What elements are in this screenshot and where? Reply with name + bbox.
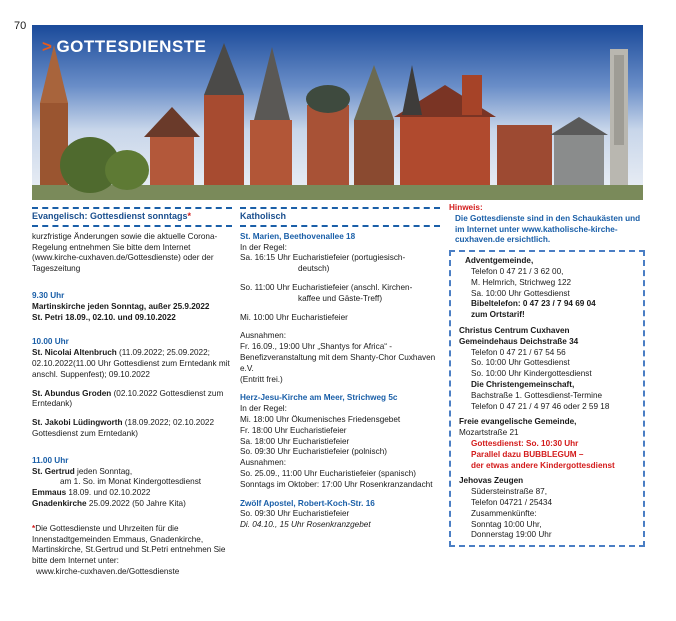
marien-sa-2: deutsch) — [298, 264, 330, 274]
katholisch-heading: Katholisch — [240, 207, 440, 227]
marien-so-2: kaffee und Gäste-Treff) — [298, 293, 383, 303]
gnadenkirche: Gnadenkirche 25.09.2022 (50 Jahre Kita) — [32, 498, 186, 508]
advent-sa: Sa. 10:00 Uhr Gottesdienst — [471, 288, 570, 298]
herz-regel: In der Regel: — [240, 404, 287, 414]
banner-title: > GOTTESDIENSTE — [42, 37, 207, 56]
st-gertrud: St. Gertrud jeden Sonntag, — [32, 466, 133, 476]
st-petri: St. Petri 18.09., 02.10. und 09.10.2022 — [32, 312, 176, 322]
banner — [32, 25, 643, 200]
footnote: *Die Gottesdienste und Uhrzeiten für die Innenstadtgemeinden Emmaus, Gnadenkirche, Martinskirche, St.Gertrud und St.Petri entnehmen Sie bitte dem Internet unter: — [32, 523, 226, 566]
herz-oktober: Sonntags im Oktober: 17:00 Uhr Rosenkranzandacht — [240, 479, 433, 489]
evangelisch-column — [32, 207, 232, 578]
evangelisch-heading: Evangelisch: Gottesdienst sonntags* — [32, 207, 232, 227]
advent-bibel: Bibeltelefon: 0 47 23 / 7 94 69 04 — [471, 299, 596, 309]
christus-tel: Telefon 0 47 21 / 67 54 56 — [471, 347, 566, 357]
herz-jesu-title: Herz-Jesu-Kirche am Meer, Strichweg 5c — [240, 393, 398, 403]
herz-so: So. 09:30 Uhr Eucharistiefeier (polnisch) — [240, 447, 387, 457]
zwoelf-di: Di. 04.10., 15 Uhr Rosenkranzgebet — [240, 520, 371, 530]
jehova-tel: Telefon 04721 / 25434 — [471, 497, 553, 507]
marien-so: So. 11:00 Uhr Eucharistiefeier (anschl. Kirchen- — [240, 282, 413, 292]
time-1100: 11.00 Uhr — [32, 455, 69, 465]
zwoelf-apostel-title: Zwölf Apostel, Robert-Koch-Str. 16 — [240, 498, 375, 508]
zwoelf-so: So. 09:30 Uhr Eucharistiefeier — [240, 509, 350, 519]
advent-tarif: zum Ortstarif! — [471, 310, 525, 320]
footnote-url: www.kirche-cuxhaven.de/Gottesdienste — [36, 566, 180, 576]
jehova-addr: Südersteinstraße 87, — [471, 487, 548, 497]
st-jakobi: St. Jakobi Lüdingworth (18.09.2022; 02.10.2022 Gottesdienst zum Erntedank) — [32, 418, 215, 438]
marien-regel: In der Regel: — [240, 242, 287, 252]
time-930: 9.30 Uhr — [32, 290, 65, 300]
christus-so1: So. 10:00 Uhr Gottesdienst — [471, 358, 570, 368]
banner-arrow-icon: > — [42, 37, 53, 56]
advent-tel: Telefon 0 47 21 / 3 62 00, — [471, 266, 564, 276]
time-1000: 10.00 Uhr — [32, 337, 69, 347]
jehova-zus: Zusammenkünfte: — [471, 508, 537, 518]
christus-sub: Gemeindehaus Deichstraße 34 — [459, 336, 579, 346]
jehova-so: Sonntag 10:00 Uhr, — [471, 519, 542, 529]
advent-title: Adventgemeinde, — [465, 256, 534, 266]
christen-title: Die Christengemeinschaft, — [471, 379, 575, 389]
marien-sa: Sa. 16:15 Uhr Eucharistiefeier (portugiesisch- — [240, 253, 406, 263]
st-gertrud-kinder: am 1. So. im Monat Kindergottesdienst — [60, 477, 202, 487]
freie-kinder: der etwas andere Kindergottesdienst — [471, 460, 615, 470]
martinskirche: Martinskirche jeden Sonntag, außer 25.9.2022 — [32, 301, 210, 311]
st-marien-title: St. Marien, Beethovenallee 18 — [240, 231, 356, 241]
herz-mi: Mi. 18:00 Uhr Ökumenisches Friedensgebet — [240, 414, 401, 424]
marien-mi: Mi. 10:00 Uhr Eucharistiefeier — [240, 312, 348, 322]
jehova-title: Jehovas Zeugen — [459, 476, 524, 486]
christen-tel: Telefon 0 47 21 / 4 97 46 oder 2 59 18 — [471, 401, 610, 411]
weitere-column — [449, 203, 645, 547]
freie-bubblegum: Parallel dazu BUBBLEGUM – — [471, 449, 584, 459]
emmaus: Emmaus 18.09. und 02.10.2022 — [32, 488, 151, 498]
herz-fr: Fr. 18:00 Uhr Eucharistiefeier — [240, 425, 347, 435]
st-abundus: St. Abundus Groden (02.10.2022 Gottesdienst zum Erntedank) — [32, 388, 224, 409]
page-number: 70 — [14, 20, 27, 32]
herz-so25: So. 25.09., 11:00 Uhr Eucharistiefeier (spanisch) — [240, 468, 416, 478]
evangelisch-intro: kurzfristige Änderungen sowie die aktuelle Corona-Regelung entnehmen Sie bitte dem Internet (www.kirche-cuxhaven.de/Gottesdienste) oder der Tageszeitung — [32, 231, 218, 274]
herz-sa: Sa. 18:00 Uhr Eucharistiefeier — [240, 436, 350, 446]
st-nicolai: St. Nicolai Altenbruch (11.09.2022; 25.09.2022; 02.10.2022(11.00 Uhr Gottesdienst zum Erntedank mit anschl. Suppenfest); 09.10.2022 — [32, 348, 230, 379]
marien-eintritt: (Entritt frei.) — [240, 374, 283, 384]
hinweis-title: Hinweis: — [449, 203, 483, 212]
christen-addr: Bachstraße 1. Gottesdienst-Termine — [471, 390, 603, 400]
jehova-do: Donnerstag 19:00 Uhr — [471, 530, 552, 540]
christus-title: Christus Centrum Cuxhaven — [459, 325, 570, 335]
hinweis-text: Die Gottesdienste sind in den Schaukästen und im Internet unter www.katholische-kirche-cuxhaven.de ersichtlich. — [455, 213, 641, 245]
freie-title: Freie evangelische Gemeinde, — [459, 417, 577, 427]
freie-gottesdienst: Gottesdienst: So. 10:30 Uhr — [471, 438, 579, 448]
freie-addr: Mozartstraße 21 — [459, 428, 519, 438]
katholisch-column — [240, 207, 440, 531]
other-communities-box — [449, 250, 645, 547]
herz-ausnahmen: Ausnahmen: — [240, 458, 286, 468]
christus-so2: So. 10:00 Uhr Kindergottesdienst — [471, 369, 592, 379]
marien-fr: Fr. 16.09., 19:00 Uhr „Shantys for Africa“ - Benefizveranstaltung mit dem Shanty-Chor Cuxhaven e.V. — [240, 342, 436, 373]
marien-ausnahmen: Ausnahmen: — [240, 331, 286, 341]
advent-addr: M. Helmrich, Strichweg 122 — [471, 277, 572, 287]
